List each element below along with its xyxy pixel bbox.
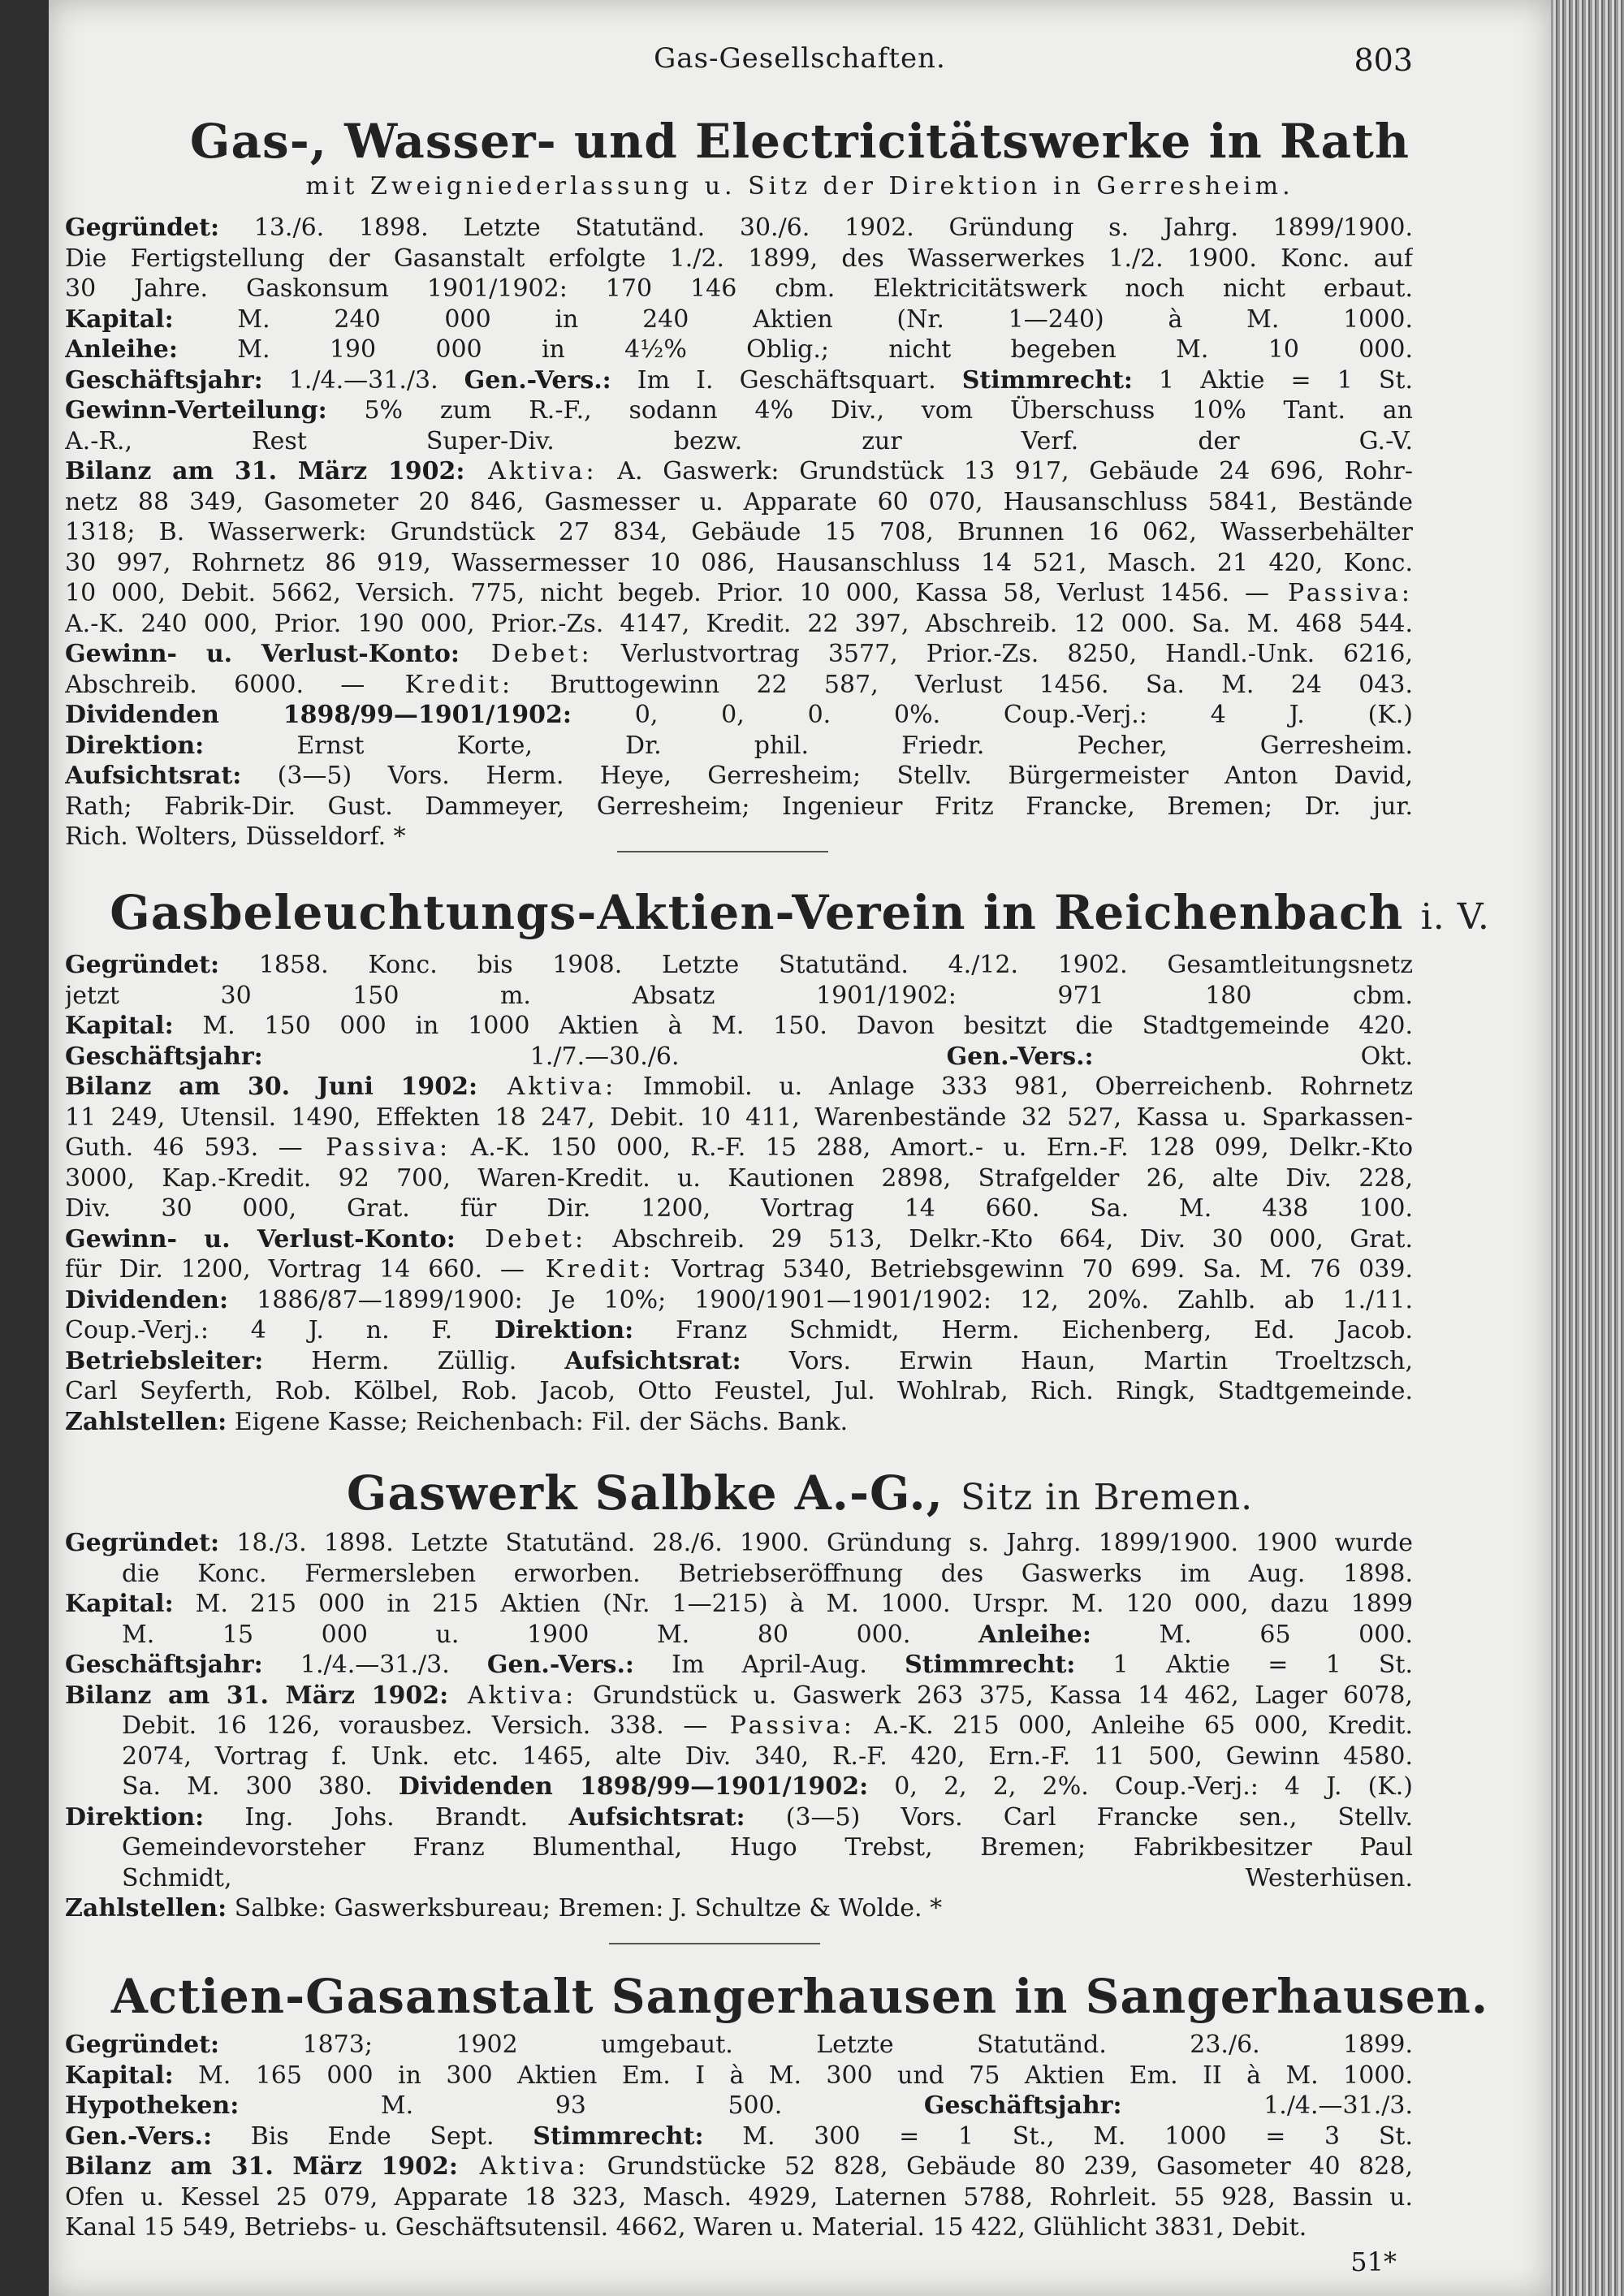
text-segment: A.-K. 215 000, Anleihe 65 000, Kredit. [854, 1711, 1413, 1740]
field-label: Geschäftsjahr: [65, 1651, 263, 1679]
text-line [65, 1103, 1413, 1133]
text-line [65, 1133, 1413, 1163]
text-line [65, 487, 1413, 518]
text-segment: Vortrag 5340, Betriebsgewinn 70 699. Sa. M. 76 039. [654, 1255, 1413, 1284]
spaced-label: Aktiva: [464, 457, 598, 486]
spaced-label: Aktiva: [458, 2152, 590, 2181]
section-title: Actien-Gasanstalt Sangerhausen in Sangerhausen. [110, 1969, 1489, 2024]
text-segment: 0, 0, 0. 0%. Coup.-Verj.: 4 J. (K.) [571, 701, 1413, 729]
text-line [65, 822, 1413, 852]
text-segment: 1./4.—31./3. [1121, 2091, 1413, 2120]
text-line [65, 950, 1413, 981]
text-line [65, 981, 1413, 1012]
text-line [65, 731, 1413, 762]
text-segment: Vors. Erwin Haun, Martin Troeltzsch, [741, 1346, 1413, 1375]
text-segment: Carl Seyferth, Rob. Kölbel, Rob. Jacob, Otto Feustel, Jul. Wohlrab, Rich. Ringk, Stadtgemeinde. [65, 1377, 1413, 1405]
text-line [65, 670, 1413, 701]
text-segment: Im April-Aug. [633, 1651, 905, 1679]
text-segment: Die Fertigstellung der Gasanstalt erfolgte 1./2. 1899, des Wasserwerkes 1./2. 1900. Konc. auf [65, 244, 1413, 273]
book-left-edge [0, 0, 49, 2296]
text-line [65, 1011, 1413, 1042]
text-segment: Ing. Johs. Brandt. [204, 1802, 569, 1832]
spaced-label: Passiva: [1269, 579, 1413, 607]
text-line [65, 274, 1413, 304]
text-line [65, 1315, 1413, 1346]
spaced-label: Debet: [459, 640, 593, 668]
text-line [65, 1163, 1413, 1194]
field-label: Anleihe: [65, 335, 178, 364]
text-segment: Kanal 15 549, Betriebs- u. Geschäftsutensil. 4662, Waren u. Material. 15 422, Glühlicht 3831, Debit. [65, 2213, 1307, 2242]
text-segment: Guth. 46 593. — [65, 1133, 303, 1162]
text-line [65, 1376, 1413, 1407]
field-label: Gegründet: [65, 1529, 220, 1557]
text-segment: Bis Ende Sept. [212, 2121, 533, 2151]
field-label: Stimmrecht: [533, 2121, 704, 2151]
text-line [65, 2212, 1413, 2243]
text-segment: A. Gaswerk: Grundstück 13 917, Gebäude 24 696, Rohr- [597, 457, 1413, 486]
text-segment: 1318; B. Wasserwerk: Grundstück 27 834, Gebäude 15 708, Brunnen 16 062, Wasserbehälter [65, 518, 1413, 546]
text-segment: M. 190 000 in 4½% Oblig.; nicht begeben M. 10 000. [177, 335, 1413, 364]
book-spine [1551, 0, 1624, 2296]
text-segment: Ernst Korte, Dr. phil. Friedr. Pecher, Gerresheim. [204, 731, 1413, 760]
text-segment: 30 997, Rohrnetz 86 919, Wassermesser 10 086, Hausanschluss 14 521, Masch. 21 420, Konc. [65, 548, 1413, 577]
text-line [65, 426, 1413, 457]
text-line [65, 395, 1413, 426]
text-segment: 3000, Kap.-Kredit. 92 700, Waren-Kredit. u. Kautionen 2898, Strafgelder 26, alte Div. 228, [65, 1163, 1413, 1193]
field-label: Betriebsleiter: [65, 1346, 264, 1375]
text-line [65, 2091, 1413, 2121]
field-label: Gen.-Vers.: [946, 1042, 1094, 1071]
text-segment: M. 240 000 in 240 Aktien (Nr. 1—240) à M. 1000. [173, 304, 1413, 334]
text-line [65, 2030, 1413, 2061]
field-label: Direktion: [494, 1316, 634, 1344]
text-line [65, 213, 1413, 244]
field-label: Aufsichtsrat: [568, 1802, 745, 1832]
text-line [65, 1711, 1413, 1741]
text-segment: Coup.-Verj.: 4 J. n. F. [65, 1316, 495, 1344]
running-head [49, 42, 1551, 78]
text-segment: Salbke: Gaswerksbureau; Bremen: J. Schultze & Wolde. * [227, 1894, 943, 1923]
spaced-label: Passiva: [302, 1133, 451, 1162]
text-segment: Abschreib. 29 513, Delkr.-Kto 664, Div. 30 000, Grat. [586, 1224, 1413, 1254]
field-label: Zahlstellen: [65, 1894, 227, 1923]
field-label: Aufsichtsrat: [564, 1346, 741, 1375]
field-label: Bilanz am 31. März 1902: [65, 1681, 449, 1710]
text-segment: 1886/87—1899/1900: Je 10%; 1900/1901—1901/1902: 12, 20%. Zahlb. ab 1./11. [228, 1285, 1413, 1314]
text-segment: M. 165 000 in 300 Aktien Em. I à M. 300 und 75 Aktien Em. II à M. 1000. [173, 2061, 1413, 2090]
spaced-label: Kredit: [524, 1255, 654, 1284]
text-line [65, 304, 1413, 335]
text-line [65, 517, 1413, 548]
text-segment: M. 215 000 in 215 Aktien (Nr. 1—215) à M. 1000. Urspr. M. 120 000, dazu 1899 [173, 1590, 1413, 1618]
section-divider [617, 851, 828, 852]
text-segment: Im I. Geschäftsquart. [611, 365, 962, 395]
field-label: Gegründet: [65, 214, 220, 242]
text-segment: Verlustvortrag 3577, Prior.-Zs. 8250, Handl.-Unk. 6216, [592, 640, 1413, 668]
spaced-label: Debet: [455, 1224, 587, 1254]
field-label: Kapital: [65, 1590, 174, 1618]
text-segment: Debit. 16 126, vorausbez. Versich. 338. — [122, 1711, 708, 1740]
section-title: Gasbeleuchtungs-Aktien-Verein in Reichenbach i. V. [110, 885, 1490, 940]
text-segment: 1./4.—31./3. [262, 1651, 487, 1679]
section-title: Gas-, Wasser- und Electricitätswerke in Rath [189, 114, 1410, 169]
text-segment: 13./6. 1898. Letzte Statutänd. 30./6. 1902. Gründung s. Jahrg. 1899/1900. [219, 214, 1413, 242]
field-label: Gewinn-Verteilung: [65, 396, 327, 425]
text-line [65, 792, 1413, 822]
text-segment: Franz Schmidt, Herm. Eichenberg, Ed. Jacob. [633, 1316, 1413, 1344]
text-line [65, 1772, 1413, 1802]
field-label: Anleihe: [978, 1620, 1091, 1649]
text-line [65, 548, 1413, 579]
text-segment: 1873; 1902 umgebaut. Letzte Statutänd. 23./6. 1899. [219, 2031, 1413, 2059]
text-line [65, 334, 1413, 365]
text-line [65, 761, 1413, 792]
text-line [65, 1802, 1413, 1833]
spaced-label: Passiva: [707, 1711, 855, 1740]
text-line [65, 1193, 1413, 1224]
text-segment: A.-R., Rest Super-Div. bezw. zur Verf. der G.-V. [65, 426, 1413, 455]
text-line [65, 1681, 1413, 1711]
field-label: Dividenden 1898/99—1901/1902: [398, 1772, 869, 1801]
text-segment: Bruttogewinn 22 587, Verlust 1456. Sa. M. 24 043. [513, 670, 1413, 699]
text-segment: M. 93 500. [239, 2091, 924, 2120]
field-label: Dividenden 1898/99—1901/1902: [65, 701, 572, 729]
text-line [65, 639, 1413, 670]
text-line [65, 1893, 1413, 1924]
text-line [65, 1741, 1413, 1772]
text-segment: 0, 2, 2, 2%. Coup.-Verj.: 4 J. (K.) [868, 1772, 1413, 1801]
field-label: Zahlstellen: [65, 1407, 227, 1436]
text-segment: Immobil. u. Anlage 333 981, Oberreichenb. Rohrnetz [616, 1072, 1413, 1101]
text-line [65, 1589, 1413, 1620]
text-segment: M. 300 = 1 St., M. 1000 = 3 St. [703, 2121, 1413, 2151]
field-label: Gewinn- u. Verlust-Konto: [65, 1224, 456, 1254]
text-line [65, 2061, 1413, 2091]
field-label: Bilanz am 30. Juni 1902: [65, 1072, 478, 1101]
text-segment: Herm. Züllig. [263, 1346, 565, 1375]
text-segment: Gemeindevorsteher Franz Blumenthal, Hugo Trebst, Bremen; Fabrikbesitzer Paul [122, 1833, 1413, 1862]
field-label: Direktion: [65, 731, 205, 760]
text-line [65, 1528, 1413, 1559]
text-segment: Ofen u. Kessel 25 079, Apparate 18 323, Masch. 4929, Laternen 5788, Rohrleit. 55 928, Bassin u. [65, 2182, 1413, 2212]
field-label: Kapital: [65, 1012, 174, 1040]
text-segment: Okt. [1093, 1042, 1413, 1071]
text-segment: M. 150 000 in 1000 Aktien à M. 150. Davon besitzt die Stadtgemeinde 420. [173, 1012, 1413, 1040]
field-label: Stimmrecht: [961, 365, 1133, 395]
text-segment: 11 249, Utensil. 1490, Effekten 18 247, Debit. 10 411, Warenbestände 32 527, Kassa u. Sparkassen- [65, 1103, 1413, 1132]
text-segment: Eigene Kasse; Reichenbach: Fil. der Sächs. Bank. [227, 1407, 849, 1436]
text-segment: 1 Aktie = 1 St. [1133, 365, 1413, 395]
field-label: Hypotheken: [65, 2091, 240, 2120]
field-label: Direktion: [65, 1802, 205, 1832]
text-segment: jetzt 30 150 m. Absatz 1901/1902: 971 180 cbm. [65, 981, 1413, 1010]
field-label: Kapital: [65, 304, 174, 334]
section-subtitle: mit Zweigniederlassung u. Sitz der Direktion in Gerresheim. [305, 172, 1294, 201]
field-label: Gen.-Vers.: [486, 1651, 634, 1679]
field-label: Geschäftsjahr: [65, 1042, 263, 1071]
field-label: Gegründet: [65, 2031, 220, 2059]
text-segment: 10 000, Debit. 5662, Versich. 775, nicht begeb. Prior. 10 000, Kassa 58, Verlust 1456. — [65, 579, 1269, 607]
field-label: Aufsichtsrat: [65, 762, 242, 790]
text-segment: (3—5) Vors. Carl Francke sen., Stellv. [745, 1802, 1413, 1832]
section-body [65, 2030, 1413, 2243]
field-label: Dividenden: [65, 1285, 229, 1314]
text-segment: für Dir. 1200, Vortrag 14 660. — [65, 1255, 525, 1284]
section-body [65, 950, 1413, 1437]
text-line [65, 1620, 1413, 1651]
text-segment: A.-K. 240 000, Prior. 190 000, Prior.-Zs. 4147, Kredit. 22 397, Abschreib. 12 000. Sa. M. 468 544. [65, 609, 1413, 638]
text-segment: Sa. M. 300 380. [122, 1772, 399, 1801]
text-line [65, 2151, 1413, 2182]
text-line [65, 1346, 1413, 1377]
text-segment: die Konc. Fermersleben erworben. Betriebseröffnung des Gaswerks im Aug. 1898. [122, 1559, 1413, 1588]
text-segment: 1./7.—30./6. [262, 1042, 947, 1071]
text-line [65, 1254, 1413, 1285]
signature-mark: 51* [1350, 2246, 1397, 2277]
page-number: 803 [1354, 42, 1413, 78]
text-line [65, 2121, 1413, 2152]
field-label: Gen.-Vers.: [464, 365, 611, 395]
section-title: Gaswerk Salbke A.-G., Sitz in Bremen. [346, 1465, 1254, 1521]
text-line [65, 1072, 1413, 1103]
text-segment: Grundstück u. Gaswerk 263 375, Kassa 14 462, Lager 6078, [577, 1681, 1413, 1710]
section-divider [609, 1943, 820, 1944]
text-segment: Rich. Wolters, Düsseldorf. * [65, 822, 406, 851]
text-line [65, 1042, 1413, 1072]
text-segment: Div. 30 000, Grat. für Dir. 1200, Vortrag 14 660. Sa. M. 438 100. [65, 1194, 1413, 1223]
spaced-label: Kredit: [365, 670, 514, 699]
section-body [65, 213, 1413, 852]
text-line [65, 1559, 1413, 1590]
text-segment: netz 88 349, Gasometer 20 846, Gasmesser u. Apparate 60 070, Hausanschluss 5841, Bestände [65, 487, 1413, 516]
text-line [65, 1832, 1413, 1863]
text-line [65, 1224, 1413, 1255]
text-segment: Abschreib. 6000. — [65, 670, 365, 699]
text-line [65, 1285, 1413, 1316]
text-line [65, 609, 1413, 640]
field-label: Gegründet: [65, 951, 220, 979]
field-label: Gewinn- u. Verlust-Konto: [65, 640, 460, 668]
section-body [65, 1528, 1413, 1924]
text-segment: 2074, Vortrag f. Unk. etc. 1465, alte Div. 340, R.-F. 420, Ern.-F. 11 500, Gewinn 4580. [122, 1741, 1413, 1771]
field-label: Geschäftsjahr: [923, 2091, 1122, 2120]
text-line [65, 456, 1413, 487]
text-line [65, 1863, 1413, 1894]
text-segment: 18./3. 1898. Letzte Statutänd. 28./6. 1900. Gründung s. Jahrg. 1899/1900. 1900 wurde [219, 1529, 1413, 1557]
text-segment: M. 65 000. [1091, 1620, 1413, 1649]
field-label: Bilanz am 31. März 1902: [65, 2152, 458, 2181]
spaced-label: Aktiva: [448, 1681, 577, 1710]
text-segment: (3—5) Vors. Herm. Heye, Gerresheim; Stellv. Bürgermeister Anton David, [241, 762, 1413, 790]
text-line [65, 244, 1413, 274]
text-line [65, 1407, 1413, 1438]
text-line [65, 1650, 1413, 1681]
field-label: Bilanz am 31. März 1902: [65, 457, 465, 486]
text-line [65, 365, 1413, 396]
text-segment: A.-K. 150 000, R.-F. 15 288, Amort.- u. Ern.-F. 128 099, Delkr.-Kto [451, 1133, 1413, 1162]
text-segment: 1 Aktie = 1 St. [1075, 1651, 1413, 1679]
field-label: Geschäftsjahr: [65, 365, 263, 395]
text-segment: 1./4.—31./3. [262, 365, 464, 395]
field-label: Kapital: [65, 2061, 174, 2090]
text-segment: Grundstücke 52 828, Gebäude 80 239, Gasometer 40 828, [589, 2152, 1413, 2181]
text-line [65, 700, 1413, 731]
field-label: Gen.-Vers.: [65, 2121, 213, 2151]
running-head-title: Gas-Gesellschaften. [654, 42, 946, 75]
text-line [65, 2182, 1413, 2213]
spaced-label: Aktiva: [477, 1072, 617, 1101]
text-segment: Schmidt, Westerhüsen. [122, 1863, 1413, 1892]
text-segment: 1858. Konc. bis 1908. Letzte Statutänd. 4./12. 1902. Gesamtleitungsnetz [219, 951, 1413, 979]
text-segment: M. 15 000 u. 1900 M. 80 000. [122, 1620, 978, 1649]
text-segment: 5% zum R.-F., sodann 4% Div., vom Überschuss 10% Tant. an [326, 396, 1413, 425]
text-segment: 30 Jahre. Gaskonsum 1901/1902: 170 146 cbm. Elektricitätswerk noch nicht erbaut. [65, 274, 1413, 303]
text-line [65, 578, 1413, 609]
text-segment: Rath; Fabrik-Dir. Gust. Dammeyer, Gerresheim; Ingenieur Fritz Francke, Bremen; Dr. jur. [65, 792, 1413, 821]
field-label: Stimmrecht: [905, 1651, 1076, 1679]
